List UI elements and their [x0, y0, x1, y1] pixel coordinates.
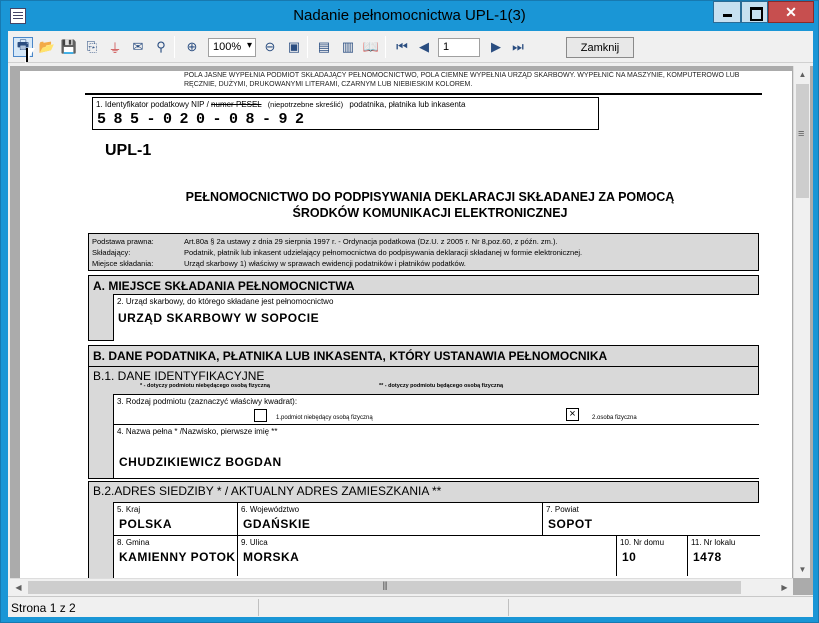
- first-page-icon[interactable]: ⏮: [396, 39, 408, 54]
- district-field[interactable]: 7. Powiat SOPOT: [543, 503, 760, 536]
- nip-label: 1. Identyfikator podatkowy NIP / numer PESEL (niepotrzebne skreślić) podatnika, płatnika lub inkasenta: [96, 100, 466, 109]
- zoom-out-icon[interactable]: ⊖: [264, 39, 276, 54]
- country-field[interactable]: 5. Kraj POLSKA: [114, 503, 238, 536]
- zoom-in-icon[interactable]: ⊕: [186, 39, 198, 54]
- scroll-down-icon[interactable]: ▼: [798, 565, 807, 574]
- horizontal-scroll-thumb[interactable]: [28, 581, 741, 594]
- section-b2-title: B.2.ADRES SIEDZIBY * / AKTUALNY ADRES ZAMIESZKANIA **: [93, 484, 442, 498]
- multi-page-icon[interactable]: ▥: [341, 39, 355, 54]
- section-a: [88, 275, 759, 341]
- pdf-icon[interactable]: ⏚: [108, 40, 122, 56]
- scroll-up-icon[interactable]: ▲: [798, 70, 807, 79]
- print-icon[interactable]: 🖶: [13, 37, 33, 57]
- name-value: CHUDZIKIEWICZ BOGDAN: [119, 455, 282, 469]
- office-value: URZĄD SKARBOWY W SOPOCIE: [118, 311, 320, 325]
- section-b: [88, 345, 759, 367]
- open-folder-icon[interactable]: 📂: [38, 39, 56, 54]
- report-toolbar: [8, 31, 813, 63]
- main-title: PEŁNOMOCNICTWO DO PODPISYWANIA DEKLARACJI SKŁADANEJ ZA POMOCĄ ŚRODKÓW KOMUNIKACJI ELEKTRONICZNEJ: [185, 190, 675, 220]
- form-page: [20, 71, 792, 595]
- email-icon[interactable]: ✉: [132, 39, 144, 54]
- find-icon[interactable]: ⚲: [156, 39, 166, 54]
- last-page-icon[interactable]: ⏭: [512, 39, 524, 54]
- header-note: POLA JASNE WYPEŁNIA PODMIOT SKŁADAJĄCY PEŁNOMOCNICTWO, POLA CIEMNE WYPEŁNIA URZĄD SKARBOWY. WYPEŁNIĆ NA MASZYNIE, KOMPUTEROWO LUB RĘCZNIE, DUŻYMI, DRUKOWANYMI LITERAMI, CZARNYM LUB NIEBIESKIM KOLOREM.: [184, 72, 740, 88]
- name-field[interactable]: 4. Nazwa pełna * /Nazwisko, pierwsze imię ** CHUDZIKIEWICZ BOGDAN: [113, 424, 759, 478]
- close-button[interactable]: Zamknij: [566, 37, 634, 58]
- section-b-title: B. DANE PODATNIKA, PŁATNIKA LUB INKASENTA, KTÓRY USTANAWIA PEŁNOMOCNIKA: [93, 349, 608, 363]
- scroll-right-icon[interactable]: ▶: [781, 583, 788, 592]
- status-bar: [8, 596, 813, 617]
- street-field[interactable]: 9. Ulica MORSKA: [238, 536, 617, 576]
- window-title: Nadanie pełnomocnictwa UPL-1(3): [293, 7, 526, 24]
- legal-basis-box: Podstawa prawna: Składający: Miejsce składania: Art.80a § 2a ustawy z dnia 29 sierpnia 1997 r. - Ordynacja podatkowa (Dz.U. z 2005 r. Nr 8,poz.60, z późn. zm.). Podatnik, płatnik lub inkasent udzielający pełnomocnictwa do podpisywania deklaracji składanej w formie elektronicznej. Urząd skarbowy 1) właściwy w sprawach ewidencji podatników i płatników podatków.: [88, 233, 759, 271]
- report-viewport[interactable]: [10, 66, 813, 595]
- entity-type-field: 3. Rodzaj podmiotu (zaznaczyć właściwy kwadrat): 1.podmiot niebędący osobą fizyczną × 2.osoba fizyczna: [113, 394, 759, 424]
- apartment-number-field[interactable]: 11. Nr lokalu 1478: [691, 538, 736, 564]
- horizontal-scrollbar[interactable]: [10, 578, 793, 595]
- status-divider: [258, 599, 259, 616]
- nip-value: 585-020-08-92: [97, 111, 312, 128]
- office-field[interactable]: 2. Urząd skarbowy, do którego składane jest pełnomocnictwo URZĄD SKARBOWY W SOPOCIE: [113, 294, 759, 341]
- toolbar-separator: [307, 36, 308, 58]
- nip-box: [92, 97, 599, 130]
- fit-page-icon[interactable]: ▣: [287, 39, 301, 54]
- voivodeship-field[interactable]: 6. Województwo GDAŃSKIE: [238, 503, 543, 536]
- export-icon[interactable]: ⎘: [86, 39, 98, 54]
- toolbar-separator: [174, 36, 175, 58]
- page-status: Strona 1 z 2: [11, 601, 76, 615]
- page-number-input[interactable]: 1: [438, 38, 480, 57]
- zoom-select[interactable]: 100% ▾: [208, 38, 256, 57]
- previous-page-icon[interactable]: ◀: [419, 39, 429, 54]
- single-page-icon[interactable]: ▤: [317, 39, 331, 54]
- toolbar-separator: [385, 36, 386, 58]
- header-rule: [85, 93, 762, 95]
- next-page-icon[interactable]: ▶: [491, 39, 501, 54]
- close-window-button[interactable]: [768, 1, 814, 23]
- vertical-scrollbar[interactable]: [793, 66, 810, 578]
- save-icon[interactable]: 💾: [60, 39, 78, 54]
- commune-field[interactable]: 8. Gmina KAMIENNY POTOK: [114, 536, 238, 576]
- book-view-icon[interactable]: 📖: [362, 39, 380, 54]
- maximize-button[interactable]: [741, 1, 768, 23]
- entity-option1-checkbox[interactable]: [254, 409, 267, 422]
- status-divider: [508, 599, 509, 616]
- entity-option2-checkbox[interactable]: ×: [566, 408, 579, 421]
- section-b1: B.1. DANE IDENTYFIKACYJNE * - dotyczy podmiotu niebędącego osobą fizyczną ** - dotyczy podmiotu będącego osobą fizyczną 3. Rodzaj podmiotu (zaznaczyć właściwy kwadrat): 1.podmiot niebędący osobą fizyczną × 2.osoba fizyczna 4. Nazwa pełna * /Nazwisko, pierwsze imię ** CHUDZIKIEWICZ BOGDAN: [88, 367, 759, 479]
- client-area: [8, 31, 813, 617]
- house-number-field[interactable]: 10. Nr domu 10: [617, 536, 688, 576]
- minimize-button[interactable]: [713, 1, 741, 23]
- vertical-scroll-thumb[interactable]: [796, 84, 809, 198]
- section-a-title: A. MIEJSCE SKŁADANIA PEŁNOMOCNICTWA: [93, 279, 355, 293]
- section-b1-title: B.1. DANE IDENTYFIKACYJNE: [93, 369, 265, 383]
- form-code: UPL-1: [105, 142, 152, 159]
- scroll-left-icon[interactable]: ◀: [15, 583, 22, 592]
- title-bar[interactable]: [1, 1, 818, 31]
